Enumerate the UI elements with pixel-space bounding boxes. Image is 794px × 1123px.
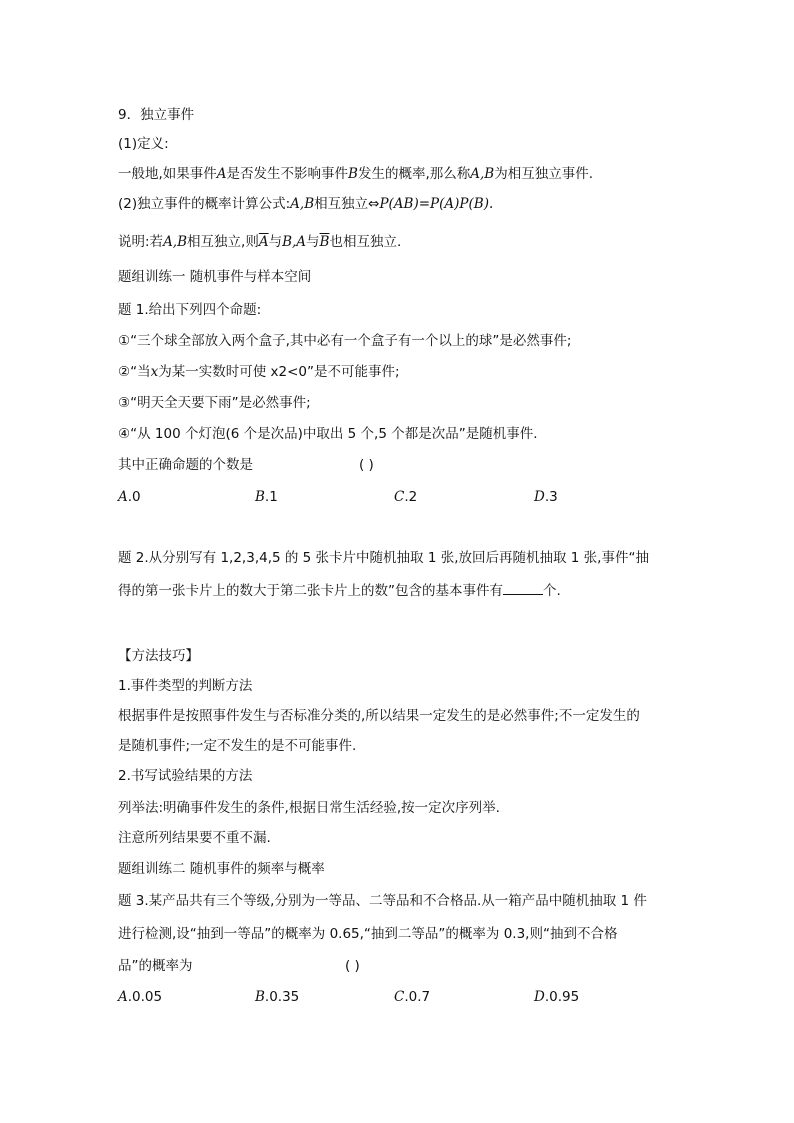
question-1-ask [118, 456, 253, 474]
option-b [255, 988, 299, 1006]
option-value: .2 [404, 489, 418, 505]
group-2-title: 题组训练二 随机事件的频率与概率 [118, 861, 325, 877]
note-text: 说明:若 [118, 234, 164, 250]
answer-paren: ( ) [359, 457, 374, 473]
option-letter: B [255, 489, 265, 505]
var-b: B [348, 166, 358, 182]
option-letter: C [394, 989, 405, 1005]
note-text: 也相互独立. [329, 234, 402, 250]
method-2-title: 2.书写试验结果的方法 [118, 768, 253, 784]
option-value: .0.35 [264, 989, 300, 1005]
option-letter: B [255, 989, 265, 1005]
option-letter: A [118, 489, 128, 505]
var-b-complement: $\overline{B}$ [319, 234, 330, 250]
var-ab: A,B [470, 166, 495, 182]
def-text-part: 是否发生不影响事件 [226, 166, 349, 182]
note-text: 与 [306, 234, 320, 250]
option-value: .3 [544, 489, 558, 505]
formula-expression: P(AB)=P(A)P(B). [379, 196, 494, 212]
option-value: .0.7 [404, 989, 431, 1005]
option-d [534, 988, 579, 1006]
formula-text: 相互独立⇔ [314, 196, 380, 212]
option-d [534, 488, 558, 506]
group-1-title: 题组训练一 随机事件与样本空间 [118, 269, 312, 285]
method-2-line-1: 列举法:明确事件发生的条件,根据日常生活经验,按一定次序列举. [118, 800, 500, 816]
option-letter: D [534, 989, 545, 1005]
option-a [118, 488, 141, 506]
option-value: .1 [264, 489, 278, 505]
proposition-1: ①“三个球全部放入两个盒子,其中必有一个盒子有一个以上的球”是必然事件; [118, 333, 572, 349]
proposition-3: ③“明天全天要下雨”是必然事件; [118, 395, 311, 411]
option-b [255, 488, 278, 506]
option-value: .0.05 [127, 989, 163, 1005]
method-1-line-1: 根据事件是按照事件发生与否标准分类的,所以结果一定发生的是必然事件;不一定发生的 [118, 708, 640, 724]
method-2-line-2: 注意所列结果要不重不漏. [118, 830, 271, 846]
proposition-2-text: 为某一实数时可使 x2<0”是不可能事件; [158, 364, 400, 380]
option-value: .0 [127, 489, 141, 505]
fill-in-blank[interactable] [503, 582, 543, 595]
note-text: 相互独立,则 [187, 234, 259, 250]
question-2-line-2 [118, 582, 561, 600]
option-c [394, 488, 417, 506]
note-text: 与 [268, 234, 283, 250]
question-2-line-1: 题 2.从分别写有 1,2,3,4,5 的 5 张卡片中随机抽取 1 张,放回后再随机抽取 1 张,事件“抽 [118, 550, 649, 566]
proposition-2-text: ②“当 [118, 364, 151, 380]
question-1-intro: 题 1.给出下列四个命题: [118, 302, 262, 318]
definition-text [118, 165, 593, 183]
question-1-ask-text: 其中正确命题的个数是 [118, 457, 253, 473]
option-c [394, 988, 430, 1006]
option-letter: C [394, 489, 405, 505]
var-b-a: B,A [282, 234, 307, 250]
var-a-complement: $\overline{A}$ [258, 234, 269, 250]
var-x: x [150, 364, 159, 380]
def-text-part: 发生的概率,那么称 [357, 166, 471, 182]
formula-label: (2)独立事件的概率计算公式: [118, 196, 291, 212]
method-1-title: 1.事件类型的判断方法 [118, 678, 253, 694]
formula-line [118, 195, 493, 213]
proposition-2 [118, 363, 400, 381]
question-3-line-2: 进行检测,设“抽到一等品”的概率为 0.65,“抽到二等品”的概率为 0.3,则“抽到不合格 [118, 926, 618, 942]
question-3-line-3: 品”的概率为 [118, 958, 193, 974]
option-value: .0.95 [544, 989, 580, 1005]
option-a [118, 988, 162, 1006]
method-1-line-2: 是随机事件;一定不发生的是不可能事件. [118, 738, 357, 754]
question-2-text: 个. [543, 583, 561, 599]
var-ab: A,B [163, 234, 188, 250]
section-9-title: 9．独立事件 [118, 107, 195, 123]
option-letter: D [534, 489, 545, 505]
methods-title: 【方法技巧】 [118, 648, 199, 664]
var-a: A [216, 166, 227, 182]
proposition-4: ④“从 100 个灯泡(6 个是次品)中取出 5 个,5 个都是次品”是随机事件. [118, 426, 538, 442]
def-text-part: 一般地,如果事件 [118, 166, 217, 182]
answer-paren: ( ) [345, 958, 360, 974]
question-3-line-1: 题 3.某产品共有三个等级,分别为一等品、二等品和不合格品.从一箱产品中随机抽取 1 件 [118, 893, 647, 909]
option-letter: A [118, 989, 128, 1005]
var-ab: A,B [290, 196, 315, 212]
def-text-part: 为相互独立事件. [494, 166, 594, 182]
question-2-text: 得的第一张卡片上的数大于第二张卡片上的数”包含的基本事件有 [118, 583, 503, 599]
note-line [118, 233, 401, 251]
definition-label: (1)定义: [118, 136, 169, 152]
